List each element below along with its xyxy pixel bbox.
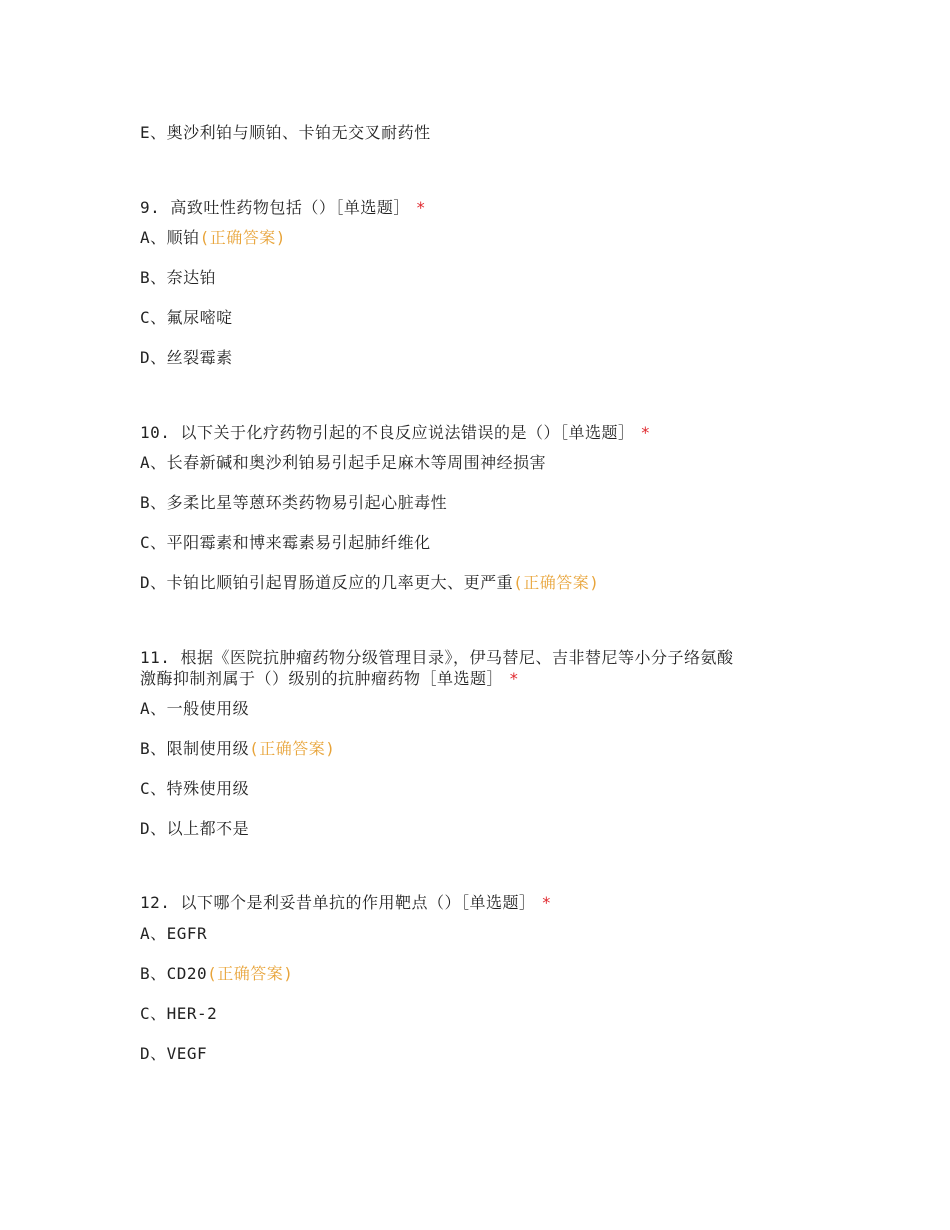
option-text: A、长春新碱和奥沙利铂易引起手足麻木等周围神经损害 <box>140 453 547 472</box>
correct-answer-label: (正确答案) <box>249 739 336 758</box>
question-10-option-a <box>140 453 546 473</box>
correct-answer-label: (正确答案) <box>199 228 286 247</box>
option-text: B、奈达铂 <box>140 268 217 287</box>
question-12-option-b <box>140 964 293 984</box>
option-text: D、丝裂霉素 <box>140 348 233 367</box>
required-asterisk: * <box>415 198 427 217</box>
correct-answer-label: (正确答案) <box>513 573 600 592</box>
question-11-title-line2 <box>140 669 519 689</box>
question-12-title <box>140 893 552 913</box>
question-text: 11. 根据《医院抗肿瘤药物分级管理目录》，伊马替尼、吉非替尼等小分子络氨酸 <box>140 648 734 667</box>
question-12-option-a <box>140 924 207 944</box>
option-text: C、特殊使用级 <box>140 779 250 798</box>
option-text: C、HER-2 <box>140 1004 218 1023</box>
question-11-option-c <box>140 779 249 799</box>
option-text: C、平阳霉素和博来霉素易引起肺纤维化 <box>140 533 431 552</box>
option-text: A、顺铂 <box>140 228 200 247</box>
question-11-title-line1 <box>140 648 734 668</box>
question-9-option-b <box>140 268 216 288</box>
question-10-option-d <box>140 573 599 593</box>
question-12-option-d <box>140 1044 207 1064</box>
question-10-option-b <box>140 493 447 513</box>
question-10-title <box>140 423 651 443</box>
correct-answer-label: (正确答案) <box>207 964 294 983</box>
question-9-option-a <box>140 228 286 248</box>
option-text: D、以上都不是 <box>140 819 250 838</box>
option-text: B、限制使用级 <box>140 739 250 758</box>
question-9-option-c <box>140 308 233 328</box>
option-text: B、CD20 <box>140 964 208 983</box>
option-text: B、多柔比星等蒽环类药物易引起心脏毒性 <box>140 493 448 512</box>
question-text: 10. 以下关于化疗药物引起的不良反应说法错误的是（）［单选题］ <box>140 423 635 442</box>
question-9-title <box>140 198 426 218</box>
option-text: C、氟尿嘧啶 <box>140 308 233 327</box>
question-9-option-d <box>140 348 233 368</box>
required-asterisk: * <box>640 423 651 442</box>
option-text: A、一般使用级 <box>140 699 250 718</box>
question-10-option-c <box>140 533 431 553</box>
question-text: 9. 高致吐性药物包括（）［单选题］ <box>140 198 410 217</box>
option-e-prev <box>140 123 431 143</box>
option-text: D、卡铂比顺铂引起胃肠道反应的几率更大、更严重 <box>140 573 514 592</box>
option-text: D、VEGF <box>140 1044 208 1063</box>
option-text: A、EGFR <box>140 924 208 943</box>
question-text: 激酶抑制剂属于（）级别的抗肿瘤药物［单选题］ <box>140 669 504 688</box>
question-11-option-b <box>140 739 335 759</box>
question-text: 12. 以下哪个是利妥昔单抗的作用靶点（）［单选题］ <box>140 893 536 912</box>
option-text: E、奥沙利铂与顺铂、卡铂无交叉耐药性 <box>140 123 431 142</box>
required-asterisk: * <box>509 669 520 688</box>
question-11-option-a <box>140 699 249 719</box>
question-12-option-c <box>140 1004 217 1024</box>
question-11-option-d <box>140 819 249 839</box>
required-asterisk: * <box>541 893 552 912</box>
